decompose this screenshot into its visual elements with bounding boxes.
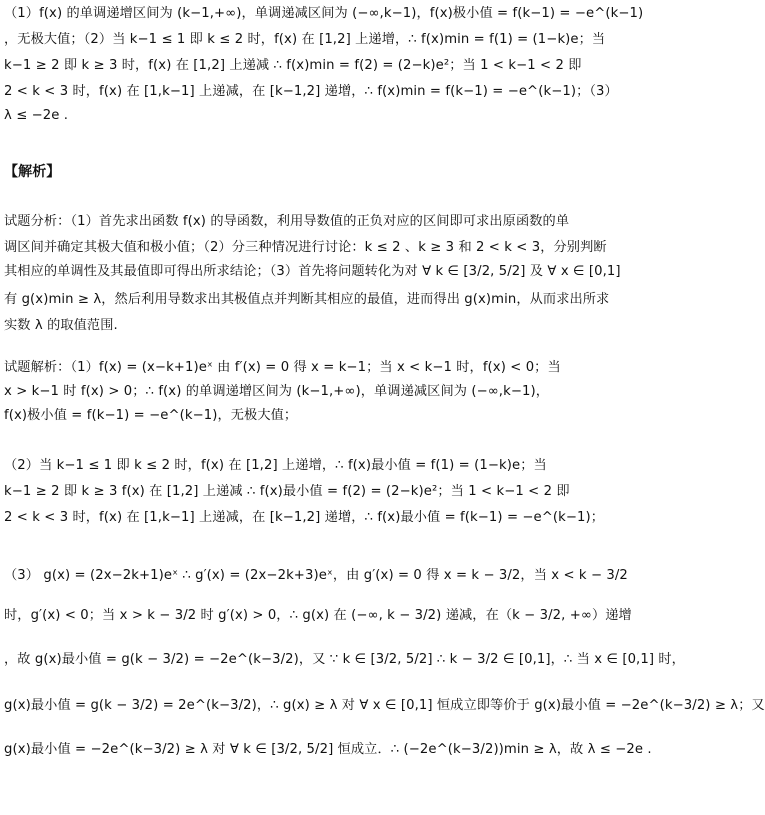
analysis-line: 其相应的单调性及其最值即可得出所求结论；（3）首先将问题转化为对 ∀ k ∈ [3/2, 5/2] 及 ∀ x ∈ [0,1] (4, 264, 621, 279)
answer-line: 2 < k < 3 时，f(x) 在 [1,k−1] 上递减，在 [k−1,2] 递增，∴ f(x)min = f(k−1) = −e^(k−1)；（3） (4, 84, 618, 99)
solution3-line: ，故 g(x)最小值 = g(k − 3/2) = −2e^(k−3/2)，又 ∵ k ∈ [3/2, 5/2] ∴ k − 3/2 ∈ [0,1]，∴ 当 x ∈ [0,1] 时， (4, 652, 685, 667)
analysis-line: 试题分析：（1）首先求出函数 f(x) 的导函数，利用导数值的正负对应的区间即可求出原函数的单 (4, 214, 570, 229)
solution2-line: k−1 ≥ 2 即 k ≥ 3 f(x) 在 [1,2] 上递减 ∴ f(x)最小值 = f(2) = (2−k)e²；当 1 < k−1 < 2 即 (4, 484, 570, 499)
solution2-line: 2 < k < 3 时，f(x) 在 [1,k−1] 上递减，在 [k−1,2] 递增，∴ f(x)最小值 = f(k−1) = −e^(k−1)； (4, 510, 605, 525)
solution3-line: g(x)最小值 = −2e^(k−3/2) ≥ λ 对 ∀ k ∈ [3/2, 5/2] 恒成立．∴ (−2e^(k−3/2))min ≥ λ，故 λ ≤ −2e . (4, 742, 652, 757)
analysis-line: 调区间并确定其极大值和极小值；（2）分三种情况进行讨论：k ≤ 2 、k ≥ 3 和 2 < k < 3，分别判断 (4, 240, 607, 255)
solution1-line: f(x)极小值 = f(k−1) = −e^(k−1)，无极大值； (4, 408, 298, 423)
solution1-line: 试题解析：（1）f(x) = (x−k+1)eˣ 由 f′(x) = 0 得 x = k−1；当 x < k−1 时，f(x) < 0；当 (4, 360, 561, 375)
analysis-line: 有 g(x)min ≥ λ，然后利用导数求出其极值点并判断其相应的最值，进而得出 g(x)min，从而求出所求 (4, 292, 610, 307)
answer-line: ，无极大值；（2）当 k−1 ≤ 1 即 k ≤ 2 时，f(x) 在 [1,2] 上递增，∴ f(x)min = f(1) = (1−k)e；当 (4, 32, 606, 47)
answer-line: k−1 ≥ 2 即 k ≥ 3 时，f(x) 在 [1,2] 上递减 ∴ f(x)min = f(2) = (2−k)e²；当 1 < k−1 < 2 即 (4, 58, 582, 73)
answer-line: （1）f(x) 的单调递增区间为 (k−1,+∞)，单调递减区间为 (−∞,k−1)，f(x)极小值 = f(k−1) = −e^(k−1) (4, 6, 644, 21)
solution1-line: x > k−1 时 f(x) > 0；∴ f(x) 的单调递增区间为 (k−1,+∞)，单调递减区间为 (−∞,k−1)， (4, 384, 550, 399)
solution3-line: 时，g′(x) < 0；当 x > k − 3/2 时 g′(x) > 0，∴ g(x) 在 (−∞, k − 3/2) 递减，在（k − 3/2, +∞）递增 (4, 608, 632, 623)
analysis-line: 实数 λ 的取值范围. (4, 318, 118, 333)
analysis-heading: 【解析】 (4, 164, 61, 180)
solution3-line: g(x)最小值 = g(k − 3/2) = 2e^(k−3/2)，∴ g(x) ≥ λ 对 ∀ x ∈ [0,1] 恒成立即等价于 g(x)最小值 = −2e^(k−3/2) ≥ λ；又 (4, 698, 765, 713)
solution3-line: （3） g(x) = (2x−2k+1)eˣ ∴ g′(x) = (2x−2k+3)eˣ，由 g′(x) = 0 得 x = k − 3/2，当 x < k − 3/2 (4, 568, 628, 583)
answer-line: λ ≤ −2e . (4, 108, 69, 123)
solution2-line: （2）当 k−1 ≤ 1 即 k ≤ 2 时，f(x) 在 [1,2] 上递增，∴ f(x)最小值 = f(1) = (1−k)e；当 (4, 458, 547, 473)
